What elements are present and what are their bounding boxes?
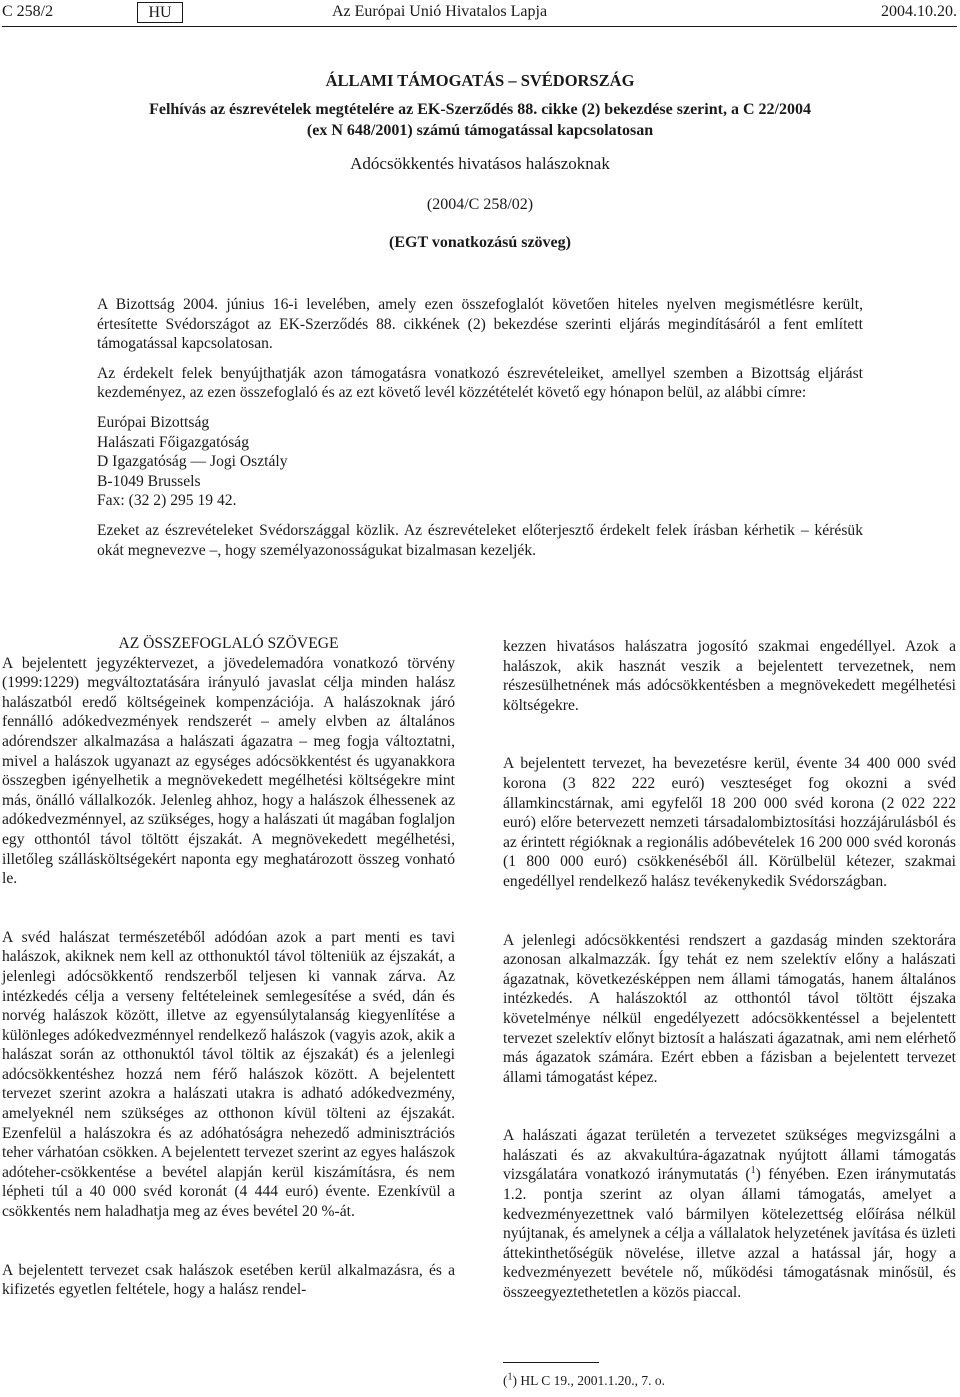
publication-date: 2004.10.20.	[881, 3, 957, 20]
call-for-comments	[0, 99, 960, 141]
right-paragraph-4-part-2: ) fényében. Ezen iránymutatás 1.2. pontja szerint az olyan állami támogatás, amelyet a kedvezményezettnek való bármilyen kötelezettség előírása nélkül nyújtanak, és amelynek a célja a vállalatok helyzetének javítása és üzleti áttekinthetőségük növelése, illetve azzal a hatással jár, hogy a kedvezményezett bevétele nő, működési támogatásnak minősül, és összeegyeztethetetlen a közös piaccal.	[503, 1166, 956, 1302]
address-line: D Igazgatóság — Jogi Osztály	[97, 453, 288, 471]
right-paragraph-3: A jelenlegi adócsökkentési rendszert a gazdaság minden szektorára azonosan alkalmazzák. Így tehát ez nem szelektív előny a halászati ágazatnak, következésképpen nem állami támogatás, hanem általános intézkedés. A halászoktól az otthontól távol töltött éjszaka követelménye nélkül engedélyezett adócsökkentéssel a bejelentett tervezet szelektív előnyt biztosít a halászati ágazatnak, ami nem elérhető más ágazatok számára. Ezért ebben a fázisban a bejelentett tervezet állami támogatást képez.	[503, 931, 956, 1086]
page-number: C 258/2	[2, 3, 54, 20]
footnote: ($^1$) HL C 19., 2001.1.20., 7. o.	[503, 1371, 665, 1388]
subject-title: Adócsökkentés hivatásos halászoknak	[350, 154, 610, 173]
right-paragraph-1: kezzen hivatásos halászatra jogosító szakmai engedéllyel. Azok a halászok, akik hasznát veszik a bejelentett tervezetnek, nem részesülhetnének más adócsökkentésben a megnövekedett megélhetési költségekre.	[503, 638, 956, 714]
footnote-mark: 1	[507, 1371, 513, 1383]
title-block	[0, 71, 960, 253]
address-line: Fax: (32 2) 295 19 42.	[97, 492, 237, 510]
address-block	[97, 413, 863, 511]
intro-paragraph-1: A Bizottság 2004. június 16-i levelében, amely ezen összefoglalót követően hiteles nyelven megismétlésre került, értesítette Svédországot az EK-Szerződés 88. cikkének (2) bekezdése szerinti eljárás megindításáról a fent említett támogatással kapcsolatosan.	[97, 296, 863, 353]
address-line: Halászati Főigazgatóság	[97, 433, 249, 451]
call-line-1: Felhívás az észrevételek megtételére az EK-Szerződés 88. cikke (2) bekezdése szerint, a C 22/2004	[149, 101, 811, 118]
intro-paragraph-2: Az érdekelt felek benyújthatják azon támogatásra vonatkozó észrevételeiket, amellyel szemben a Bizottság eljárást kezdeményez, az ezen összefoglaló és az ezt követő levél közzétételét követő egy hónapon belül, az alábbi címre:	[97, 364, 863, 402]
footnote-divider	[503, 1362, 599, 1363]
summary-heading: AZ ÖSSZEFOGLALÓ SZÖVEGE	[118, 635, 339, 652]
document-title: ÁLLAMI TÁMOGATÁS – SVÉDORSZÁG	[325, 71, 635, 90]
address-line: Európai Bizottság	[97, 413, 210, 431]
left-paragraph-2: A svéd halászat természetéből adódóan azok a part menti es tavi halászok, akiknek nem kell az otthonuktól távol tölteniük az éjszakát, a jelenlegi adócsökkentő rendszerből teljesen ki vannak zárva. Az intézkedés célja a verseny feltételeinek semlegesítése a svéd, dán és norvég halászok között, illetve az egyensúlytalanság kiegyenlítése a különleges adókedvezménnyel rendelkező halászok (vagyis azok, akik a halászat során az otthonuktól távol töltik az éjszakát) és a jelenlegi adócsökkentéshez hozzá nem férő halászok között. A bejelentett tervezet szerint azokra a halászati utakra is adható adókedvezmény, amelyeknél nem szükséges az otthonon kívül tölteni az éjszakát. Ezenfelül a halászokra és az adóhatóságra nehezedő adminisztrációs teher várhatóan csökken. A bejelentett tervezet szerint az egyes halászok adóteher-csökkentése a bevétel alapján kerül kiszámításra, és nem lépheti túl a 40 000 svéd koronát (4 444 euró) évente. Ezenkívül a csökkentés nem haladhatja meg az éves bevétel 20 %-át.	[2, 928, 455, 1221]
address-line: B-1049 Brussels	[97, 472, 201, 490]
call-line-2: (ex N 648/2001) számú támogatással kapcsolatosan	[306, 122, 654, 139]
language-badge: HU	[137, 2, 183, 23]
reference-number: (2004/C 258/02)	[426, 196, 534, 213]
right-paragraph-4	[503, 1126, 956, 1302]
left-column	[2, 634, 455, 1300]
footnote-reference[interactable]: 1	[750, 1165, 756, 1177]
intro-paragraph-3: Ezeket az észrevételeket Svédországgal közlik. Az észrevételeket előterjesztő érdekelt felek írásban kérhetik – kérésük okát megnevezve –, hogy személyazonosságukat bizalmasan kezeljék.	[97, 521, 863, 559]
right-paragraph-2: A bejelentett tervezet, ha bevezetésre kerül, évente 34 400 000 svéd korona (3 822 222 euró) veszteséget fog okozni a svéd államkincstárnak, ami egyfelől 18 200 000 svéd korona (2 022 222 euró) előre betervezett nemzeti társadalombiztosítási hozzájárulásból és az érintett régióknak a regionális adóbevételek 16 200 000 svéd koronás (1 800 000 euró) csökkenéséből áll. Körülbelül kétezer, szakmai engedéllyel rendelkező halász tevékenykedik Svédországban.	[503, 755, 956, 890]
journal-title: Az Európai Unió Hivatalos Lapja	[332, 3, 548, 20]
right-paragraph-4-part-1: A halászati ágazat területén a tervezetet szükséges megvizsgálni a halászati és az akvakultúra-ágazatnak nyújtott állami támogatás vizsgálatára vonatkozó iránymutatás (	[503, 1127, 956, 1184]
header-divider	[2, 26, 957, 27]
eea-relevance: (EGT vonatkozású szöveg)	[389, 234, 571, 251]
right-column	[503, 637, 956, 1303]
footnote-text: HL C 19., 2001.1.20., 7. o.	[520, 1373, 665, 1388]
page-header	[2, 2, 957, 24]
left-paragraph-3: A bejelentett tervezet csak halászok esetében kerül alkalmazásra, és a kifizetés egyetlen feltétele, hogy a halász rendel-	[2, 1261, 455, 1299]
left-paragraph-1: A bejelentett jegyzéktervezet, a jövedelemadóra vonatkozó törvény (1999:1229) megváltoztatására irányuló javaslat célja minden halász halászatból eredő költségeinek kompenzációja. A halászoknak járó fennálló adókedvezmények rendszerét – amely elvben az általános adórendszer alkalmazása a halászati ágazatra – meg fogja változtatni, mivel a halászok ugyanazt az egységes adócsökkentést és ugyanakkora összegben igényelhetik a megnövekedett megélhetési költségekre mint más, önálló vállalkozók. Jelenleg ahhoz, hogy a halászok élhessenek az adókedvezménnyel, az szükséges, hogy a halászati út magában foglaljon egy otthontól távol töltött éjszakát. A megnövekedett megélhetési, illetőleg szállásköltségekért naponta egy meghatározott összeg vonható le.	[2, 654, 455, 888]
intro-section	[97, 295, 863, 570]
